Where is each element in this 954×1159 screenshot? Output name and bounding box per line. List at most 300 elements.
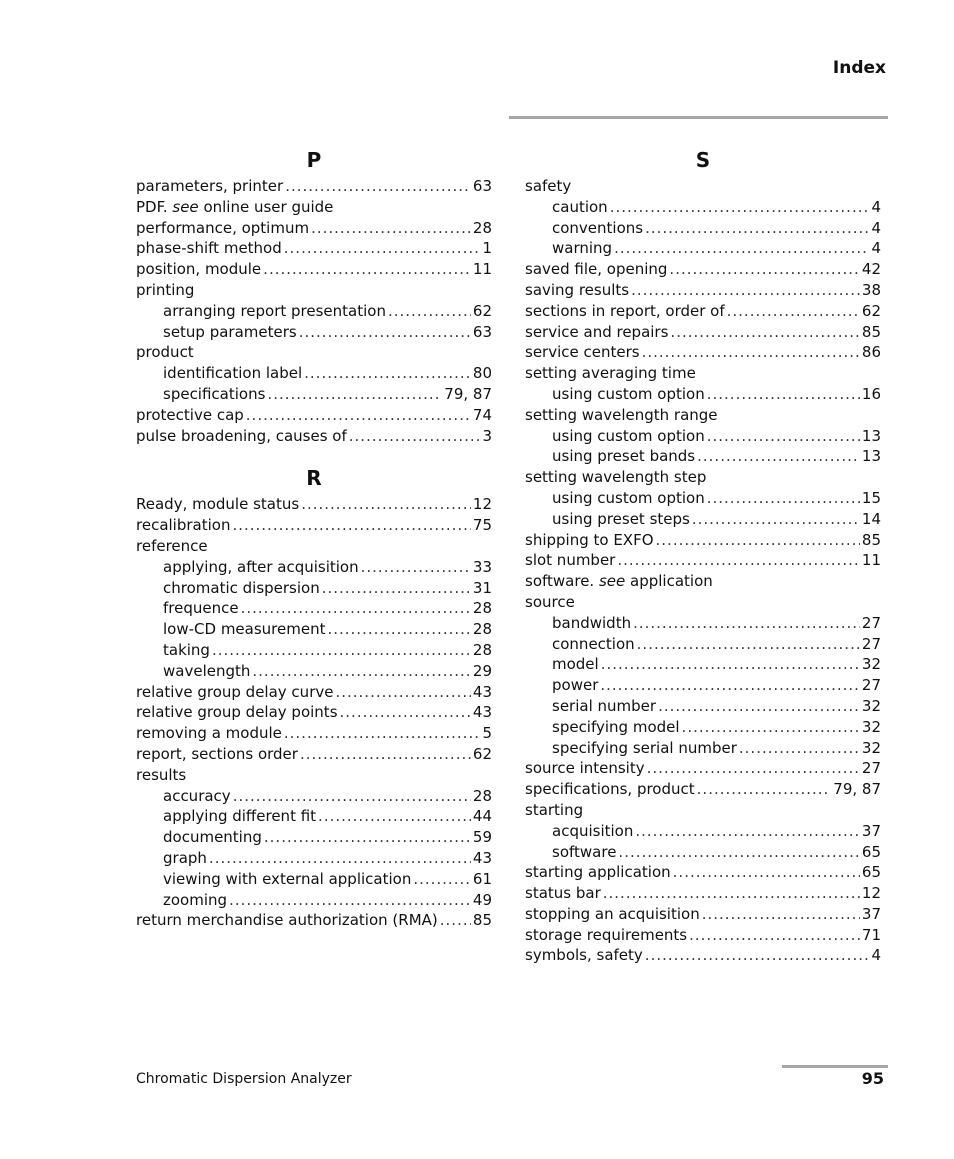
see-target: application [630,572,713,591]
entry-label [552,218,643,239]
dot-leader [601,654,860,675]
dot-leader [413,869,471,890]
index-subentry [136,322,492,343]
page-number: 14 [861,509,881,528]
page-number: 27 [861,613,881,632]
index-entry [136,405,492,426]
index-entry [525,862,881,883]
dot-leader [697,779,832,800]
entry-label [525,322,668,343]
index-subentry [525,197,881,218]
entry-term: setup parameters [163,322,297,341]
page-number: 86 [861,343,881,362]
entry-term: using custom option [552,488,705,507]
entry-term: status bar [525,884,601,903]
index-entry [136,218,492,239]
page-number: 28 [472,620,492,639]
index-entry [136,910,492,931]
index-entry [136,515,492,536]
dot-leader [284,238,481,259]
index-subentry [136,384,492,405]
dot-leader [739,738,860,759]
entry-term: stopping an acquisition [525,904,700,923]
index-subentry [136,786,492,807]
dot-leader [311,218,471,239]
page-number: 5 [482,724,492,743]
dot-leader [233,786,471,807]
footer-rule [782,1065,888,1068]
entry-label [552,384,705,405]
index-entry [136,765,492,786]
page-number: 74 [472,405,492,424]
index-entry [525,758,881,779]
entry-term: starting [525,800,584,819]
entry-term: protective cap [136,405,244,424]
entry-label [163,619,325,640]
index-subentry [136,578,492,599]
entry-term: using custom option [552,426,705,445]
page-number: 65 [861,863,881,882]
page-number: 28 [472,640,492,659]
entry-label [163,301,386,322]
entry-term: viewing with external application [163,869,412,888]
index-entry [525,925,881,946]
page-number: 11 [861,551,881,570]
entry-term: identification label [163,364,303,383]
index-entry [136,494,492,515]
entry-term: connection [552,634,635,653]
dot-leader [645,218,869,239]
index-entry [525,779,881,800]
page-number: 27 [861,676,881,695]
index-subentry [136,598,492,619]
index-subentry [525,842,881,863]
entry-term: specifications, product [525,780,695,799]
entry-term: documenting [163,828,262,847]
dot-leader [673,862,860,883]
index-entry [525,176,881,197]
index-subentry [525,634,881,655]
entry-label [525,467,706,488]
dot-leader [642,342,860,363]
entry-term: pulse broadening, causes of [136,426,347,445]
index-entry [136,238,492,259]
index-subentry [525,738,881,759]
dot-leader [617,550,860,571]
page-number: 4 [871,218,881,237]
index-entry [136,723,492,744]
page-number: 43 [472,682,492,701]
entry-label [136,176,283,197]
entry-label [525,405,718,426]
entry-term: relative group delay curve [136,682,334,701]
entry-label [525,925,687,946]
page-number: 4 [871,197,881,216]
dot-leader [327,619,470,640]
entry-term: slot number [525,551,616,570]
entry-label [136,682,333,703]
entry-term: Ready, module status [136,495,300,514]
page-number: 4 [871,239,881,258]
entry-label [552,738,737,759]
entry-label [136,218,309,239]
dot-leader [727,301,860,322]
index-letter-heading: P [306,148,322,172]
page-number: 61 [472,869,492,888]
index-entry [525,301,881,322]
entry-term: specifying model [552,717,680,736]
section-spacer [136,446,492,466]
entry-label [136,238,282,259]
entry-label [552,446,695,467]
entry-label [525,883,601,904]
entry-term: wavelength [163,661,251,680]
entry-term: position, module [136,260,262,279]
index-subentry [525,238,881,259]
dot-leader [335,682,470,703]
entry-term: chromatic dispersion [163,578,320,597]
entry-label [136,426,347,447]
page-number: 59 [472,828,492,847]
index-subentry [525,426,881,447]
index-entry [525,945,881,966]
page-number: 43 [472,848,492,867]
entry-label [552,488,705,509]
dot-leader [692,509,860,530]
dot-leader [633,613,860,634]
entry-term: bandwidth [552,613,632,632]
entry-label [163,806,316,827]
entry-term: sections in report, order of [525,301,725,320]
entry-term: model [552,655,599,674]
entry-term: saving results [525,280,630,299]
index-entry [525,550,881,571]
entry-label [525,280,629,301]
entry-term: relative group delay points [136,703,338,722]
entry-label [163,384,265,405]
index-subentry [525,218,881,239]
index-subentry [136,890,492,911]
index-entry [525,280,881,301]
index-entry [136,426,492,447]
page-number: 43 [472,703,492,722]
dot-leader [284,723,481,744]
dot-leader [682,717,860,738]
index-subentry [136,301,492,322]
index-subentry [136,363,492,384]
entry-label [163,578,320,599]
index-entry [136,682,492,703]
dot-leader [707,426,860,447]
entry-label [136,910,438,931]
entry-label [525,530,654,551]
entry-term: arranging report presentation [163,301,386,320]
entry-term: applying, after acquisition [163,557,359,576]
page-number: 12 [472,495,492,514]
entry-label [163,786,231,807]
entry-term: storage requirements [525,925,688,944]
footer-page-number: 95 [861,1069,884,1088]
index-column-right [525,148,881,966]
entry-label [525,758,645,779]
dot-leader [645,945,870,966]
index-entry [525,259,881,280]
dot-leader [670,322,859,343]
dot-leader [252,661,471,682]
entry-term: serial number [552,696,657,715]
entry-term: accuracy [163,786,231,805]
entry-label [552,634,635,655]
entry-label [163,869,411,890]
page-number: 32 [861,717,881,736]
dot-leader [669,259,859,280]
dot-leader [702,904,860,925]
index-subentry [136,848,492,869]
entry-label [163,661,250,682]
page-number: 27 [861,759,881,778]
entry-term: shipping to EXFO [525,530,654,549]
dot-leader [301,494,471,515]
entry-term: applying different fit [163,807,317,826]
entry-label [136,515,230,536]
page-number: 85 [861,322,881,341]
entry-label [525,259,667,280]
page-number: 79, 87 [444,384,492,403]
entry-term: specifying serial number [552,738,737,757]
entry-label [136,702,338,723]
entry-label [525,800,583,821]
see-target: online user guide [203,197,334,216]
dot-leader [610,197,870,218]
entry-label [552,426,705,447]
index-subentry [136,661,492,682]
index-column-left [136,148,492,931]
entry-label [525,176,571,197]
page-number: 16 [861,384,881,403]
entry-label [163,848,207,869]
page-number: 38 [861,280,881,299]
page-number: 65 [861,842,881,861]
index-letter-heading: S [695,148,711,172]
dot-leader [707,384,860,405]
entry-label [163,827,262,848]
entry-term: product [136,343,194,362]
entry-label [552,675,598,696]
dot-leader [614,238,869,259]
page-number: 12 [861,884,881,903]
index-entry [136,702,492,723]
dot-leader [618,842,859,863]
entry-term: safety [525,177,572,195]
page-number: 31 [472,578,492,597]
index-subentry [525,509,881,530]
index-subentry [136,640,492,661]
index-subentry [525,696,881,717]
entry-term: reference [136,536,208,555]
page-number: 33 [472,557,492,576]
entry-label [163,598,239,619]
entry-label [525,363,696,384]
entry-term: setting wavelength range [525,405,718,424]
entry-label [136,405,244,426]
entry-label [136,342,194,363]
dot-leader [318,806,471,827]
entry-term: removing a module [136,724,282,743]
page-number: 13 [861,426,881,445]
entry-label [163,363,302,384]
entry-term: printing [136,280,195,299]
entry-term: using preset steps [552,509,690,528]
page-number: 49 [472,890,492,909]
entry-term: setting averaging time [525,364,696,383]
entry-term: parameters, printer [136,177,284,195]
page-number: 71 [861,925,881,944]
entry-label [136,765,186,786]
dot-leader [647,758,860,779]
dot-leader [267,384,442,405]
entry-term: performance, optimum [136,218,310,237]
dot-leader [299,322,471,343]
dot-leader [232,515,470,536]
entry-label [163,322,297,343]
entry-term: service centers [525,343,640,362]
entry-term: frequence [163,599,239,618]
entry-label [552,509,690,530]
dot-leader [361,557,471,578]
entry-term: source [525,592,575,611]
entry-term: starting application [525,863,671,882]
page-number: 62 [472,744,492,763]
index-entry [136,342,492,363]
index-entry [525,800,881,821]
dot-leader [300,744,471,765]
index-entry [525,904,881,925]
dot-leader [241,598,471,619]
index-subentry [525,654,881,675]
footer-document-title: Chromatic Dispersion Analyzer [136,1071,352,1087]
entry-label [525,592,575,613]
page-number: 13 [861,447,881,466]
entry-label [136,744,298,765]
entry-term: software [552,842,617,861]
entry-term: specifications [163,384,266,403]
entry-term: conventions [552,218,644,237]
entry-label [525,301,725,322]
entry-term: source intensity [525,759,645,778]
page-number: 1 [482,239,492,258]
entry-label [525,945,643,966]
page-number: 80 [472,364,492,383]
dot-leader [631,280,860,301]
entry-term: zooming [163,890,228,909]
dot-leader [212,640,471,661]
entry-label [136,280,194,301]
index-subentry [525,613,881,634]
dot-leader [388,301,471,322]
dot-leader [658,696,860,717]
page-number: 11 [472,260,492,279]
dot-leader [209,848,471,869]
entry-label [525,571,713,592]
dot-leader [264,827,471,848]
entry-label [525,862,671,883]
dot-leader [707,488,860,509]
entry-label [552,613,631,634]
entry-label [163,890,227,911]
page-number: 79, 87 [833,780,881,799]
dot-leader [635,821,860,842]
entry-term: phase-shift method [136,239,282,258]
entry-label [136,197,333,218]
index-subentry [136,619,492,640]
dot-leader [600,675,860,696]
entry-label [552,842,616,863]
index-subentry [136,827,492,848]
entry-term: low-CD measurement [163,620,326,639]
page-number: 37 [861,904,881,923]
dot-leader [340,702,471,723]
entry-term: graph [163,848,207,867]
dot-leader [637,634,860,655]
entry-label [552,717,680,738]
index-entry [136,536,492,557]
entry-label [163,640,210,661]
entry-label [525,779,695,800]
index-entry [136,259,492,280]
page-number: 29 [472,661,492,680]
page-number: 85 [861,530,881,549]
dot-leader [603,883,860,904]
entry-label [552,197,608,218]
page-number: 27 [861,634,881,653]
index-subentry [525,488,881,509]
entry-label [136,259,261,280]
index-entry [136,176,492,197]
entry-label [525,342,640,363]
index-entry [525,592,881,613]
page-number: 63 [472,322,492,341]
page-number: 3 [482,426,492,445]
index-entry [525,467,881,488]
see-reference: see [172,197,199,216]
entry-term: recalibration [136,516,231,535]
entry-term: power [552,676,599,695]
dot-leader [229,890,471,911]
entry-term: saved file, opening [525,260,668,279]
index-subentry [525,821,881,842]
entry-term: PDF. [136,197,168,216]
dot-leader [263,259,471,280]
entry-term: acquisition [552,821,634,840]
entry-term: software. [525,572,595,591]
page-number: 4 [871,946,881,965]
entry-label [525,550,615,571]
index-subentry [525,384,881,405]
entry-term: report, sections order [136,744,298,763]
page-number: 15 [861,488,881,507]
index-entry [136,280,492,301]
index-entry [525,322,881,343]
page-number: 32 [861,655,881,674]
entry-term: return merchandise authorization (RMA) [136,911,438,930]
dot-leader [440,910,471,931]
dot-leader [689,925,860,946]
page-number: 37 [861,821,881,840]
page-number: 32 [861,738,881,757]
running-header-title: Index [832,58,886,78]
entry-label [163,557,359,578]
entry-term: setting wavelength step [525,468,707,487]
